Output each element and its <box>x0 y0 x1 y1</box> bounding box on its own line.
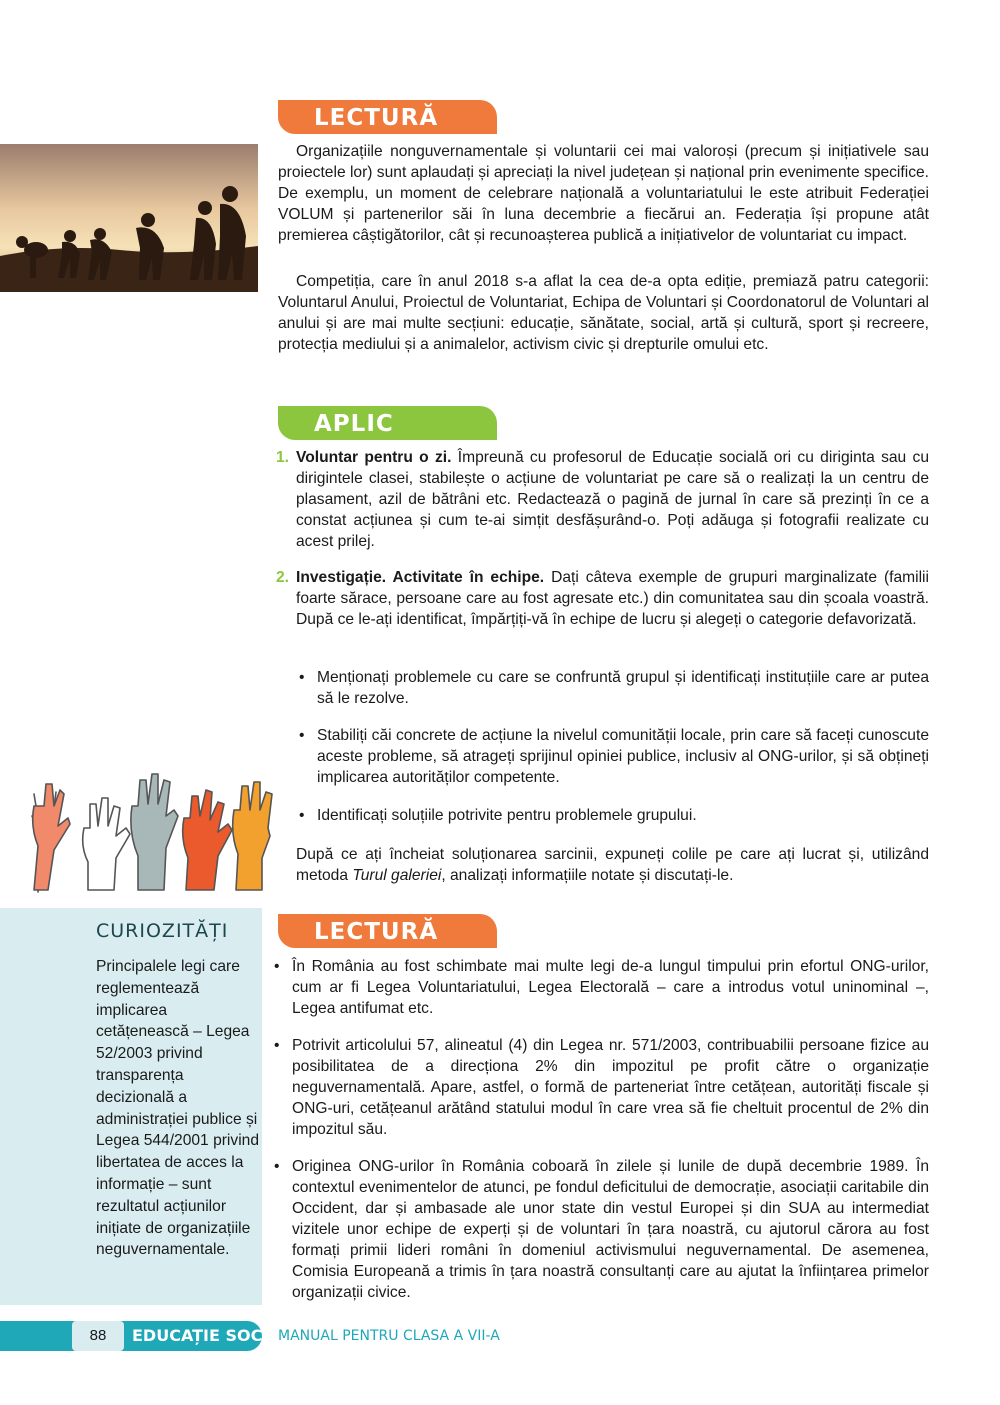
aplic-bullet-1 <box>299 667 929 709</box>
curiozitati-text: Principalele legi care reglementează implicarea cetățenească – Legea 52/2003 privind transparența decizională a administrației publice și Legea 544/2001 privind libertatea de acces la informație – sunt rezultatul acțiunilor inițiate de organizațiile neguvernamentale. <box>96 958 260 1259</box>
bullet-dot: • <box>299 807 305 824</box>
lectura-2-bullet-3 <box>274 1156 929 1303</box>
aplic-task-2 <box>276 567 929 630</box>
lectura-banner-1: LECTURĂ <box>278 100 497 134</box>
bullet-dot: • <box>299 669 305 686</box>
task-2-title: Investigație. Activitate în echipe. <box>296 569 545 586</box>
closing-method-name: Turul galeriei <box>352 867 442 884</box>
volunteers-sunset-photo <box>0 144 258 292</box>
raised-hands-illustration <box>24 766 274 894</box>
lectura-2-bullet-1 <box>274 956 929 1019</box>
bullet-dot: • <box>299 727 305 744</box>
task-1-title: Voluntar pentru o zi. <box>296 449 452 466</box>
bullet-text: Originea ONG-urilor în România coboară în zilele și lunile de după decembrie 1989. În contextul evenimentelor de atunci, pe fondul deficitului de democrație, asociații caritabile din Occident, dar și ambasade ale unor state din vestul Europei și din SUA au intermediat vizitele unor echipe de experți și de voluntari în țara noastră, cu ajutorul cărora au fost formați primii lideri români în domeniul activismului neguvernamental. De asemenea, Comisia Europeană a trimis în țara noastră consultanți care au ajutat la înființarea primelor organizații civice. <box>292 1158 929 1301</box>
task-1-number: 1. <box>276 449 290 466</box>
bullet-text: În România au fost schimbate mai multe legi de-a lungul timpului prin efortul ONG-urilor, cum ar fi Legea Voluntariatului, Legea Electorală – care a introdus votul uninominal –, Legea antifumat etc. <box>292 958 929 1017</box>
aplic-bullet-3 <box>299 805 929 826</box>
bullet-dot: • <box>274 1158 280 1175</box>
bullet-dot: • <box>274 958 280 975</box>
aplic-closing-paragraph <box>296 844 929 886</box>
page-number: 88 <box>72 1321 124 1351</box>
bullet-text: Stabiliți căi concrete de acțiune la nivelul comunității locale, prin care să faceți cunoscute aceste probleme, să atrageți sprijinul opiniei publice, inclusiv al ONG-urilor, și să obțineți implicarea autorităților competente. <box>317 727 929 786</box>
lectura-2-bullet-2 <box>274 1035 929 1140</box>
aplic-banner: APLIC <box>278 406 497 440</box>
bullet-text: Identificați soluțiile potrivite pentru problemele grupului. <box>317 807 697 824</box>
bullet-dot: • <box>274 1037 280 1054</box>
footer-manual-title: MANUAL PENTRU CLASA A VII-A <box>278 1328 500 1344</box>
bullet-text: Menționați problemele cu care se confruntă grupul și identificați instituțiile care ar putea să le rezolve. <box>317 669 929 707</box>
task-1-text: Împreună cu profesorul de Educație socială ori cu diriginta sau cu dirigintele clasei, stabilește o acțiune de voluntariat pe care să o realizați la un centru de plasament, azil de bătrâni etc. Redactează o pagină de jurnal în care să prezinți în ce a constat acțiunea și cum te-ai simțit desfășurând-o. Poți adăuga și fotografii realizate cu acest prilej. <box>296 449 929 550</box>
bullet-text: Potrivit articolului 57, alineatul (4) din Legea nr. 571/2003, contribuabilii persoane fizice au posibilitatea de a direcționa 2% din impozitul pe profit către o organizație neguvernamentală. Apare, astfel, o formă de parteneriat între cetățean, autorități fiscale și ONG-uri, cetățeanul arătând statului modul în care vrea să fie cheltuit procentul de 2% din impozitul său. <box>292 1037 929 1138</box>
aplic-task-1 <box>276 447 929 552</box>
closing-text-end: , analizați informațiile notate și discutați-le. <box>441 867 734 884</box>
closing-text-start: După ce ați încheiat soluționarea sarcinii, expuneți colile pe care ați lucrat și, utilizând metoda <box>296 846 929 884</box>
aplic-bullet-2 <box>299 725 929 788</box>
lectura-banner-2: LECTURĂ <box>278 914 497 948</box>
curiozitati-box <box>0 908 262 1305</box>
lectura-1-paragraph-2: Competiția, care în anul 2018 s-a aflat la cea de-a opta ediție, premiază patru categorii: Voluntarul Anului, Proiectul de Voluntariat, Echipa de Voluntari și Coordonatorul de Voluntari al anului și are mai multe secțiuni: educație, sănătate, social, artă și cultură, sport și recreere, protecția mediului și a animalelor, activism civic și drepturile omului etc. <box>278 273 929 353</box>
task-2-text: Dați câteva exemple de grupuri marginalizate (familii foarte sărace, persoane care au fost agresate etc.) din comunitatea sau din școala voastră. După ce le-ați identificat, împărțiți-vă în echipe de lucru și alegeți o categorie defavorizată. <box>296 569 929 628</box>
lectura-1-paragraph-1: Organizațiile nonguvernamentale și voluntarii cei mai valoroși (precum și inițiativele sau proiectele lor) sunt aplaudați și apreciați la nivel județean și național prin evenimente specifice. De exemplu, un moment de celebrare națională a voluntariatului le este atribuit Federației VOLUM și partenerilor săi în luna decembrie a fiecărui an. Federația își propune atât premierea câștigătorilor, cât și recunoașterea publică a inițiativelor de voluntariat cu impact. <box>278 143 929 244</box>
footer-subject: EDUCAȚIE SOCIALĂ <box>132 1326 304 1345</box>
task-2-number: 2. <box>276 569 290 586</box>
curiozitati-title: CURIOZITĂȚI <box>96 920 229 942</box>
